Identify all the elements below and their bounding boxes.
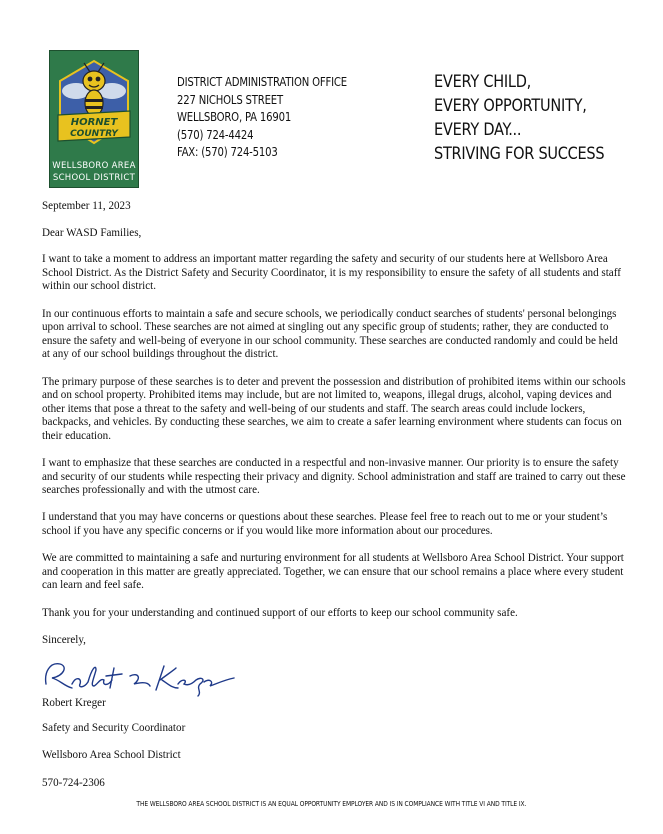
motto-line: EVERY CHILD, bbox=[434, 72, 531, 91]
motto-line: EVERY DAY... bbox=[434, 120, 522, 139]
motto-line: EVERY OPPORTUNITY, bbox=[434, 96, 587, 115]
letter-paragraph: I want to take a moment to address an important matter regarding the safety and security of our students here at Wellsboro Area School District. As the District Safety and Security Coordinator, it is my responsibility to ensure the safety of all students and staff within our school district. bbox=[42, 253, 621, 293]
letter-paragraph: I want to emphasize that these searches are conducted in a respectful and non-invasive manner. Our priority is to ensure the safety and security of our students while respecting their privacy and dignity. School administration and staff are trained to carry out these searches professionally and with the utmost care. bbox=[42, 457, 626, 497]
footer-text: THE WELLSBORO AREA SCHOOL DISTRICT IS AN EQUAL OPPORTUNITY EMPLOYER AND IS IN COMPLIANCE WITH TITLE VI AND TITLE IX. bbox=[136, 800, 527, 808]
letter-closing: Sincerely, bbox=[42, 633, 86, 646]
footer-notice bbox=[0, 800, 663, 808]
logo-caption-line1: WELLSBORO AREA bbox=[52, 161, 136, 171]
hornet-mascot-icon bbox=[50, 51, 138, 155]
address-office: DISTRICT ADMINISTRATION OFFICE bbox=[177, 75, 347, 89]
district-motto bbox=[434, 70, 628, 166]
logo-banner-country: COUNTRY bbox=[70, 129, 118, 139]
signer-title: Safety and Security Coordinator bbox=[42, 721, 186, 734]
signer-phone: 570-724-2306 bbox=[42, 776, 105, 789]
signer-organization: Wellsboro Area School District bbox=[42, 749, 181, 762]
logo-caption-line2: SCHOOL DISTRICT bbox=[52, 173, 136, 183]
signer-name: Robert Kreger bbox=[42, 697, 106, 709]
letter-paragraph: In our continuous efforts to maintain a safe and secure schools, we periodically conduct searches of students' personal belongings upon arrival to school. These searches are not aimed at singling out any specific group of students; rather, they are conducted to ensure the safety and well-being of everyone in our school community. These searches are conducted randomly and could be held at any of our school buildings throughout the district. bbox=[42, 307, 618, 361]
letter-salutation: Dear WASD Families, bbox=[42, 226, 142, 239]
letter-paragraph: The primary purpose of these searches is to deter and prevent the possession and distribution of prohibited items within our schools and on school property. Prohibited items may include, but are not limited to, weapons, illegal drugs, alcohol, vaping devices and other items that pose a threat to the safety and well-being of our students and staff. The search areas could include lockers, backpacks, and vehicles. By conducting these searches, we aim to create a safer learning environment where students can focus on their education. bbox=[42, 375, 626, 442]
letter-body bbox=[42, 200, 627, 647]
district-logo bbox=[49, 50, 139, 188]
letter-paragraph: We are committed to maintaining a safe and nurturing environment for all students at Wellsboro Area School District. Your support and cooperation in this matter are greatly appreciated. Together, we can ensure that our school remains a place where every student can learn and feel safe. bbox=[42, 552, 624, 592]
handwritten-signature bbox=[38, 654, 238, 698]
district-address bbox=[177, 74, 362, 162]
address-street: 227 NICHOLS STREET bbox=[177, 92, 283, 107]
logo-caption bbox=[50, 160, 138, 184]
letter-date: September 11, 2023 bbox=[42, 200, 131, 212]
motto-line: STRIVING FOR SUCCESS bbox=[434, 144, 605, 163]
signer-block bbox=[42, 697, 185, 790]
address-city: WELLSBORO, PA 16901 bbox=[177, 110, 292, 124]
letter-paragraph: Thank you for your understanding and continued support of our efforts to keep our school community safe. bbox=[42, 606, 518, 619]
logo-banner-hornet: HORNET bbox=[70, 117, 118, 128]
letter-paragraph: I understand that you may have concerns or questions about these searches. Please feel free to reach out to me or your student’s school if you have any specific concerns or if you would like more information about our procedures. bbox=[42, 511, 608, 538]
address-phone: (570) 724-4424 bbox=[177, 127, 254, 142]
address-fax: FAX: (570) 724-5103 bbox=[177, 145, 278, 159]
